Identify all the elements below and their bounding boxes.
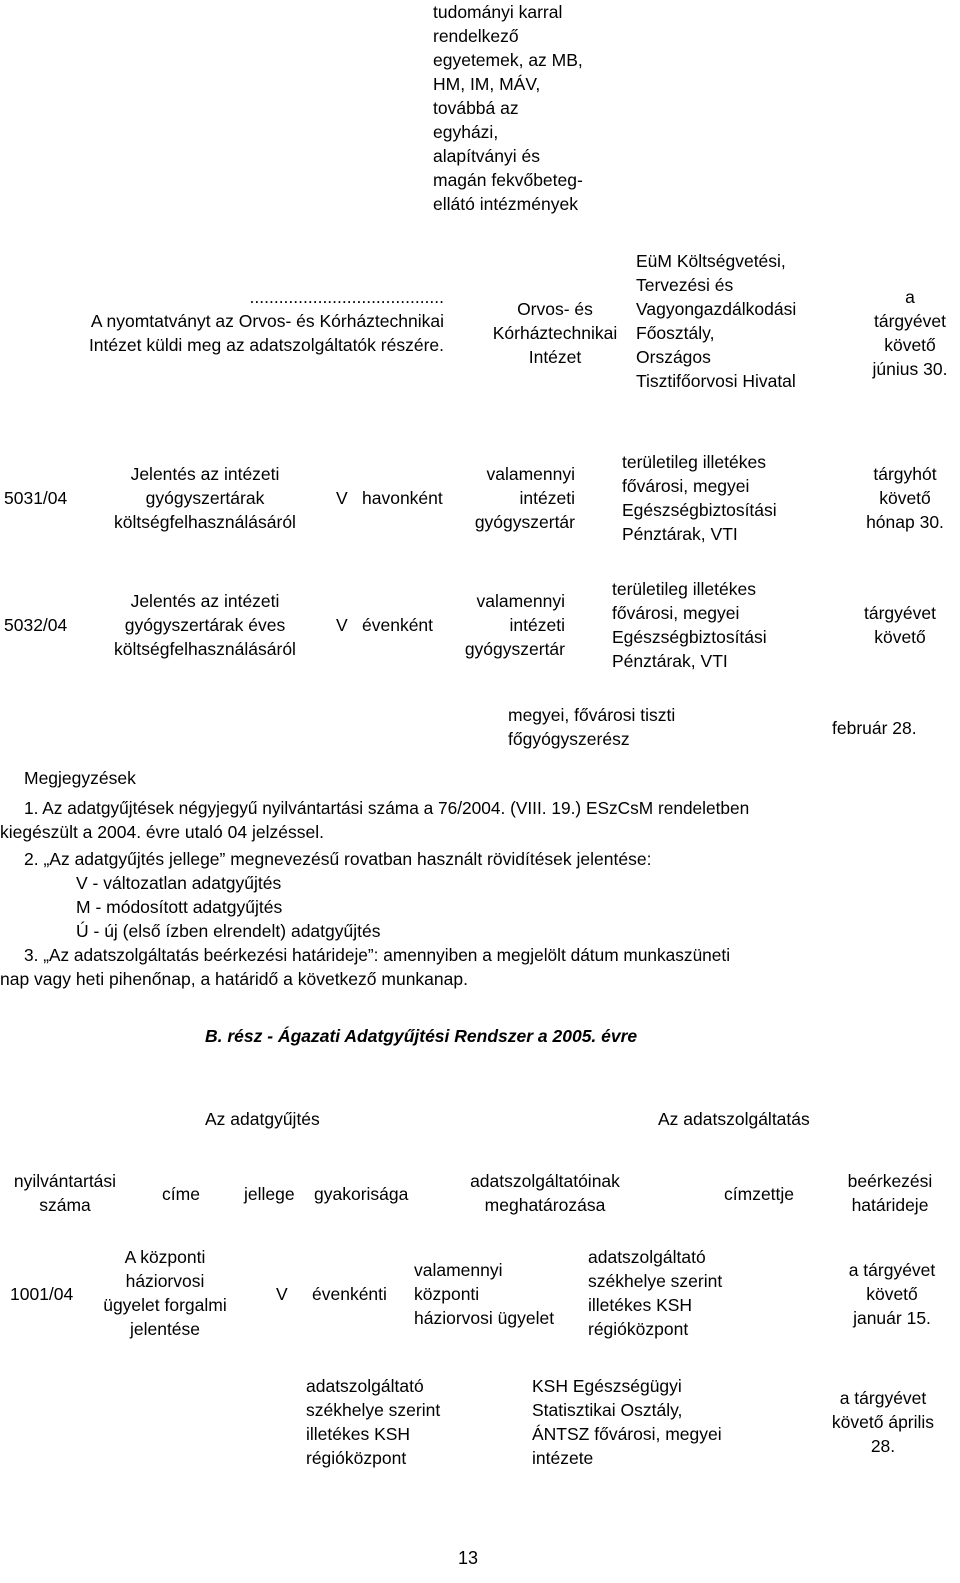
note-3b: nap vagy heti pihenőnap, a határidő a következő munkanap. xyxy=(0,969,468,989)
note-2: 2. „Az adatgyűjtés jellege” megnevezésű rovatban használt rövidítések jelentése: xyxy=(24,849,652,869)
deadline-text: a tárgyévet követő június 30. xyxy=(872,287,948,379)
b-row-provider: valamennyi központi háziorvosi ügyelet xyxy=(414,1260,555,1328)
row-frequency: havonként xyxy=(362,488,443,508)
b-row-recipient: adatszolgáltató székhelye szerint illetékes KSH régióközpont xyxy=(588,1247,723,1339)
row-type: V xyxy=(336,615,348,635)
row-id: 5032/04 xyxy=(4,615,68,635)
row-title: Jelentés az intézeti gyógyszertárak éves költségfelhasználásáról xyxy=(114,591,296,659)
col-header-providers: adatszolgáltatóinak meghatározása xyxy=(470,1171,620,1215)
note-2-v: V - változatlan adatgyűjtés xyxy=(76,873,282,893)
b-row-id: 1001/04 xyxy=(10,1284,74,1304)
row-frequency: évenként xyxy=(362,615,434,635)
section-title: B. rész - Ágazati Adatgyűjtési Rendszer a 2005. évre xyxy=(205,1026,638,1046)
row-type: V xyxy=(336,488,348,508)
note-1a: 1. Az adatgyűjtések négyjegyű nyilvántartási száma a 76/2004. (VIII. 19.) ESzCsM rendeletben xyxy=(24,798,750,818)
row-recipient-2: megyei, fővárosi tiszti főgyógyszerész xyxy=(508,705,676,749)
row-deadline: tárgyévet követő xyxy=(864,603,936,647)
b-row-type: V xyxy=(276,1284,288,1304)
page-number: 13 xyxy=(458,1548,479,1568)
b-row-title: A központi háziorvosi ügyelet forgalmi jelentése xyxy=(103,1247,227,1339)
col-header-frequency: gyakorisága xyxy=(314,1184,409,1204)
col-header-title: címe xyxy=(162,1184,200,1204)
provider-text: Orvos- és Kórháztechnikai Intézet xyxy=(492,299,618,367)
row-deadline-2: február 28. xyxy=(832,718,917,738)
group-header-collection: Az adatgyűjtés xyxy=(205,1109,320,1129)
b-row-provider-2: adatszolgáltató székhelye szerint illetékes KSH régióközpont xyxy=(306,1376,441,1468)
row-recipient: területileg illetékes fővárosi, megyei Egészségbiztosítási Pénztárak, VTI xyxy=(612,579,767,671)
b-row-deadline: a tárgyévet követő január 15. xyxy=(848,1260,936,1328)
col-header-recipient: címzettje xyxy=(724,1184,795,1204)
notes-heading: Megjegyzések xyxy=(24,768,136,788)
col-header-deadline: beérkezési határideje xyxy=(847,1171,933,1215)
recipient-text-2: Országos Tisztifőorvosi Hivatal xyxy=(636,347,796,391)
row-provider: valamennyi intézeti gyógyszertár xyxy=(464,591,565,659)
group-header-provision: Az adatszolgáltatás xyxy=(658,1109,810,1129)
institutions-text: tudományi karral rendelkező egyetemek, az MB, HM, IM, MÁV, továbbá az egyházi, alapítványi és magán fekvőbeteg- ellátó intézmények xyxy=(433,2,583,214)
row-provider: valamennyi intézeti gyógyszertár xyxy=(474,464,575,532)
row-title: Jelentés az intézeti gyógyszertárak költségfelhasználásáról xyxy=(114,464,296,532)
recipient-text-1: EüM Költségvetési, Tervezési és Vagyongazdálkodási Főosztály, xyxy=(636,251,797,343)
note-2-m: M - módosított adatgyűjtés xyxy=(76,897,283,917)
distribution-note: ........................................ A nyomtatványt az Orvos- és Kórháztechnikai Intézet küldi meg az adatszolgáltatók részére. xyxy=(88,287,444,355)
b-row-deadline-2: a tárgyévet követő április 28. xyxy=(831,1388,935,1456)
b-row-recipient-2: KSH Egészségügyi Statisztikai Osztály, ÁNTSZ fővárosi, megyei intézete xyxy=(532,1376,722,1468)
b-row-frequency: évenkénti xyxy=(312,1284,387,1304)
row-recipient: területileg illetékes fővárosi, megyei Egészségbiztosítási Pénztárak, VTI xyxy=(622,452,777,544)
col-header-number: nyilvántartási száma xyxy=(13,1171,117,1215)
note-1b: kiegészült a 2004. évre utaló 04 jelzéssel. xyxy=(0,822,324,842)
note-2-u: Ú - új (első ízben elrendelt) adatgyűjtés xyxy=(76,921,381,941)
col-header-type: jellege xyxy=(244,1184,295,1204)
note-3a: 3. „Az adatszolgáltatás beérkezési határideje”: amennyiben a megjelölt dátum munkaszüneti xyxy=(24,945,731,965)
row-deadline: tárgyhót követő hónap 30. xyxy=(866,464,944,532)
row-id: 5031/04 xyxy=(4,488,68,508)
